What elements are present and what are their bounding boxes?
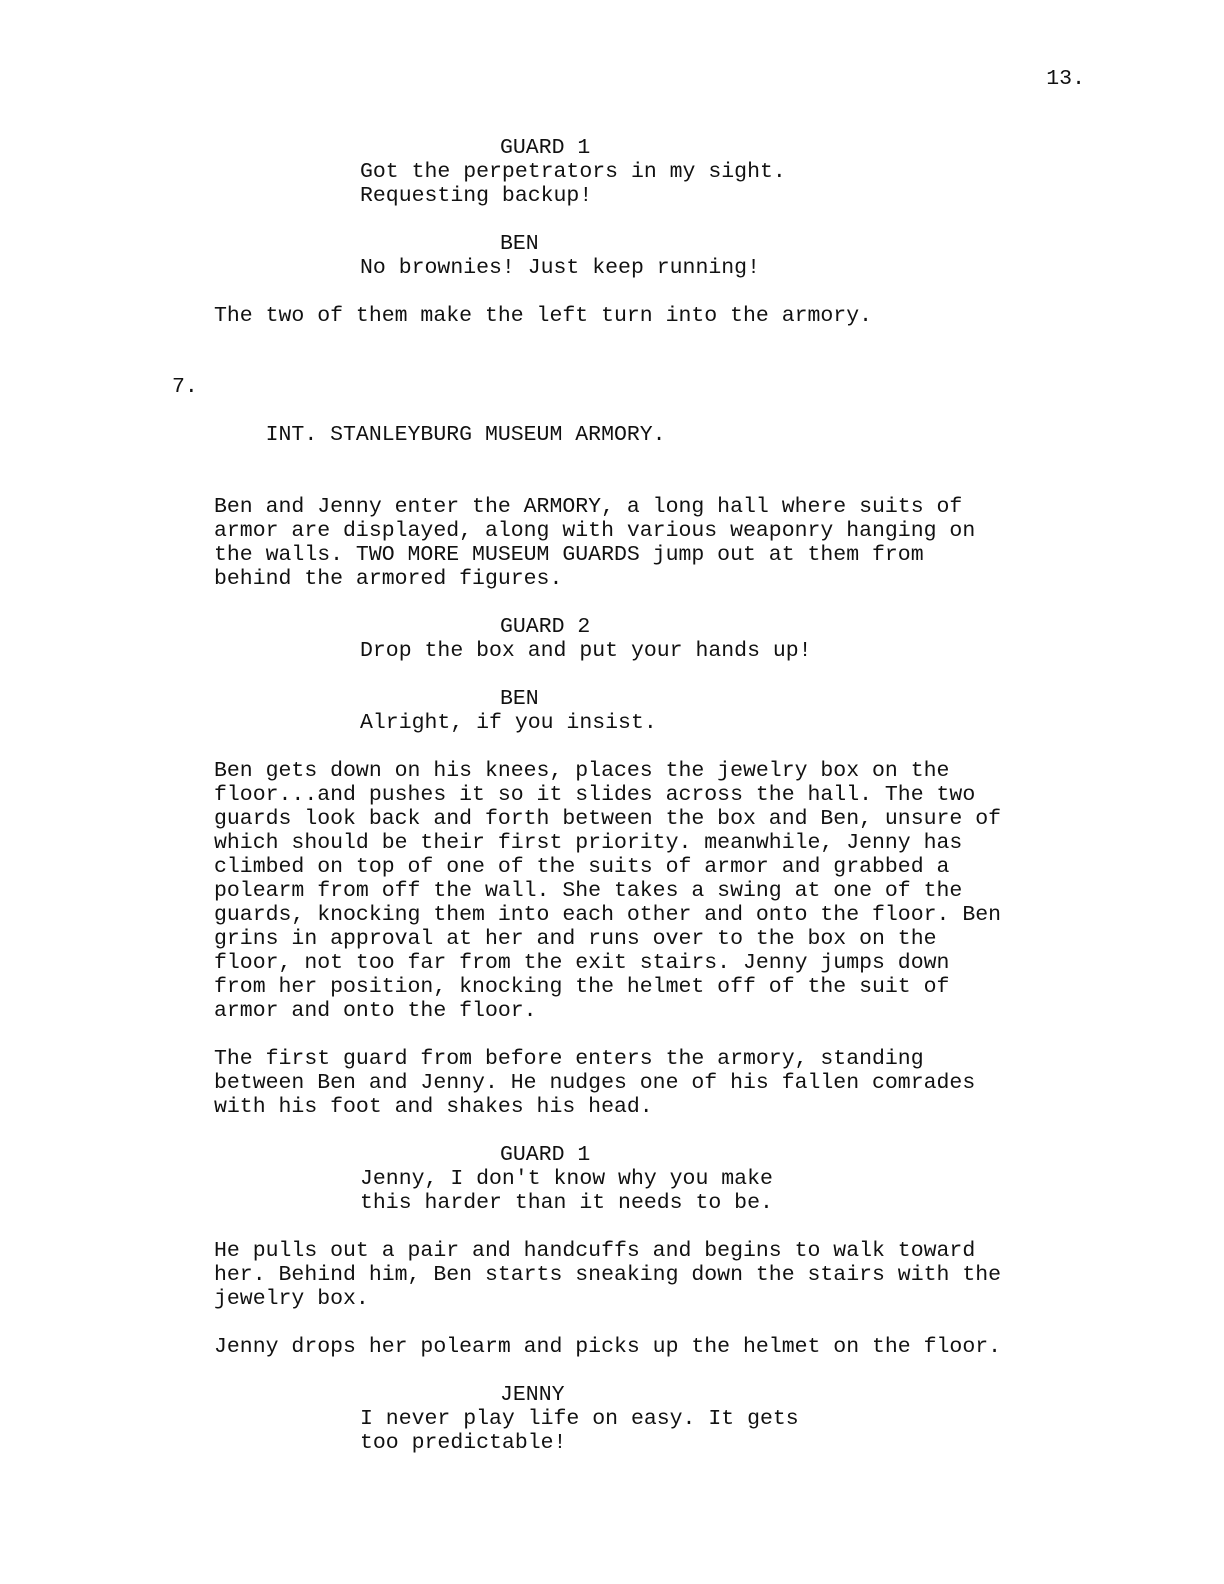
character-name: GUARD 2 <box>500 615 591 639</box>
action-line: The first guard from before enters the armory, standing between Ben and Jenny. He nudges one of his fallen comrades with his foot and shakes his head. <box>214 1047 976 1119</box>
action-line: The two of them make the left turn into the armory. <box>214 304 873 328</box>
character-name: BEN <box>500 232 539 256</box>
scene-heading-text: INT. STANLEYBURG MUSEUM ARMORY. <box>265 423 666 447</box>
action-line: Ben and Jenny enter the ARMORY, a long hall where suits of armor are displayed, along with various weaponry hanging on the walls. TWO MORE MUSEUM GUARDS jump out at them from behind the armored figures. <box>214 495 976 591</box>
action-line: He pulls out a pair and handcuffs and begins to walk toward her. Behind him, Ben starts sneaking down the stairs with the jewelry box. <box>214 1239 1002 1311</box>
scene-number: 7. <box>172 375 198 399</box>
screenplay-body <box>0 136 1224 1455</box>
dialogue: Jenny, I don't know why you make this harder than it needs to be. <box>360 1167 773 1215</box>
dialogue: Alright, if you insist. <box>360 711 657 735</box>
character-name: GUARD 1 <box>500 1143 591 1167</box>
action-line: Ben gets down on his knees, places the jewelry box on the floor...and pushes it so it slides across the hall. The two guards look back and forth between the box and Ben, unsure of which should be their first priority. meanwhile, Jenny has climbed on top of one of the suits of armor and grabbed a polearm from off the wall. She takes a swing at one of the guards, knocking them into each other and onto the floor. Ben grins in approval at her and runs over to the box on the floor, not too far from the exit stairs. Jenny jumps down from her position, knocking the helmet off of the suit of armor and onto the floor. <box>214 759 1002 1023</box>
scene-heading <box>172 375 1224 471</box>
dialogue: Drop the box and put your hands up! <box>360 639 812 663</box>
action-line: Jenny drops her polearm and picks up the helmet on the floor. <box>214 1335 1002 1359</box>
dialogue: No brownies! Just keep running! <box>360 256 760 280</box>
dialogue: Got the perpetrators in my sight. Requesting backup! <box>360 160 786 208</box>
character-name: GUARD 1 <box>500 136 591 160</box>
dialogue: I never play life on easy. It gets too predictable! <box>360 1407 799 1455</box>
page-number: 13. <box>1046 67 1085 91</box>
character-name: BEN <box>500 687 539 711</box>
character-name: JENNY <box>500 1383 565 1407</box>
